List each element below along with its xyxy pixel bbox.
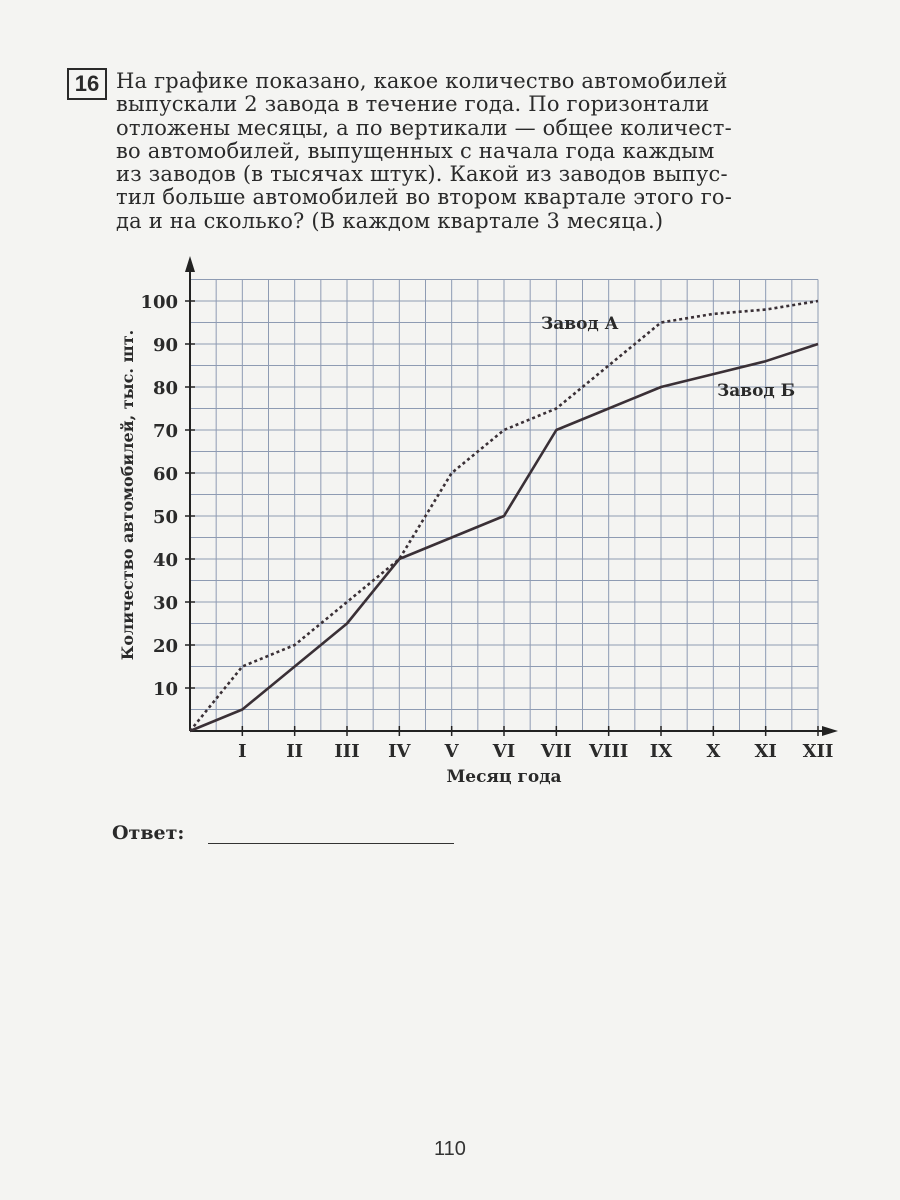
task-text-line: отложены месяцы, а по вертикали — общее количест- [116, 115, 732, 140]
x-tick-label: X [706, 741, 721, 762]
chart-axes [185, 256, 838, 736]
y-tick-label: 50 [152, 507, 178, 528]
task-text-line: да и на сколько? (В каждом квартале 3 месяца.) [116, 208, 664, 233]
chart-labels [118, 314, 795, 787]
x-tick-label: VII [540, 741, 572, 762]
y-tick-label: 100 [140, 292, 178, 313]
y-axis-label: Количество автомобилей, тыс. шт. [118, 329, 137, 661]
y-tick-label: 20 [152, 636, 178, 657]
chart-ticks [140, 292, 833, 762]
x-tick-label: IV [388, 741, 411, 762]
x-tick-label: II [286, 741, 304, 762]
legend-series-b: Завод Б [717, 381, 796, 401]
x-tick-label: IX [649, 741, 673, 762]
y-tick-label: 60 [152, 464, 178, 485]
task-text-line: во автомобилей, выпущенных с начала года каждым [116, 138, 715, 163]
y-tick-label: 80 [152, 378, 178, 399]
x-tick-label: I [238, 741, 247, 762]
y-tick-label: 90 [152, 335, 178, 356]
page-number: 110 [434, 1138, 466, 1160]
task-text-line: выпускали 2 завода в течение года. По горизонтали [116, 92, 710, 117]
x-tick-label: VI [492, 741, 516, 762]
task-text-line: На графике показано, какое количество автомобилей [116, 69, 728, 93]
x-tick-label: XI [754, 741, 777, 762]
y-tick-label: 10 [152, 679, 178, 700]
x-tick-label: XII [802, 741, 834, 762]
task-text-line: тил больше автомобилей во втором квартале этого го- [116, 185, 733, 210]
x-axis-arrow [822, 726, 838, 736]
answer-label: Ответ: [112, 822, 185, 844]
x-axis-label: Месяц года [446, 767, 562, 787]
x-tick-label: VIII [589, 741, 629, 762]
y-tick-label: 30 [152, 593, 178, 614]
chart-grid [190, 280, 818, 732]
y-axis-arrow [185, 256, 195, 272]
y-tick-label: 40 [152, 550, 178, 571]
answer-field[interactable] [208, 843, 454, 844]
x-tick-label: V [444, 741, 459, 762]
task-text-line: из заводов (в тысячах штук). Какой из заводов выпус- [116, 162, 728, 187]
legend-series-a: Завод А [541, 314, 619, 334]
x-tick-label: III [334, 741, 360, 762]
y-tick-label: 70 [152, 421, 178, 442]
task-number: 16 [67, 68, 107, 100]
